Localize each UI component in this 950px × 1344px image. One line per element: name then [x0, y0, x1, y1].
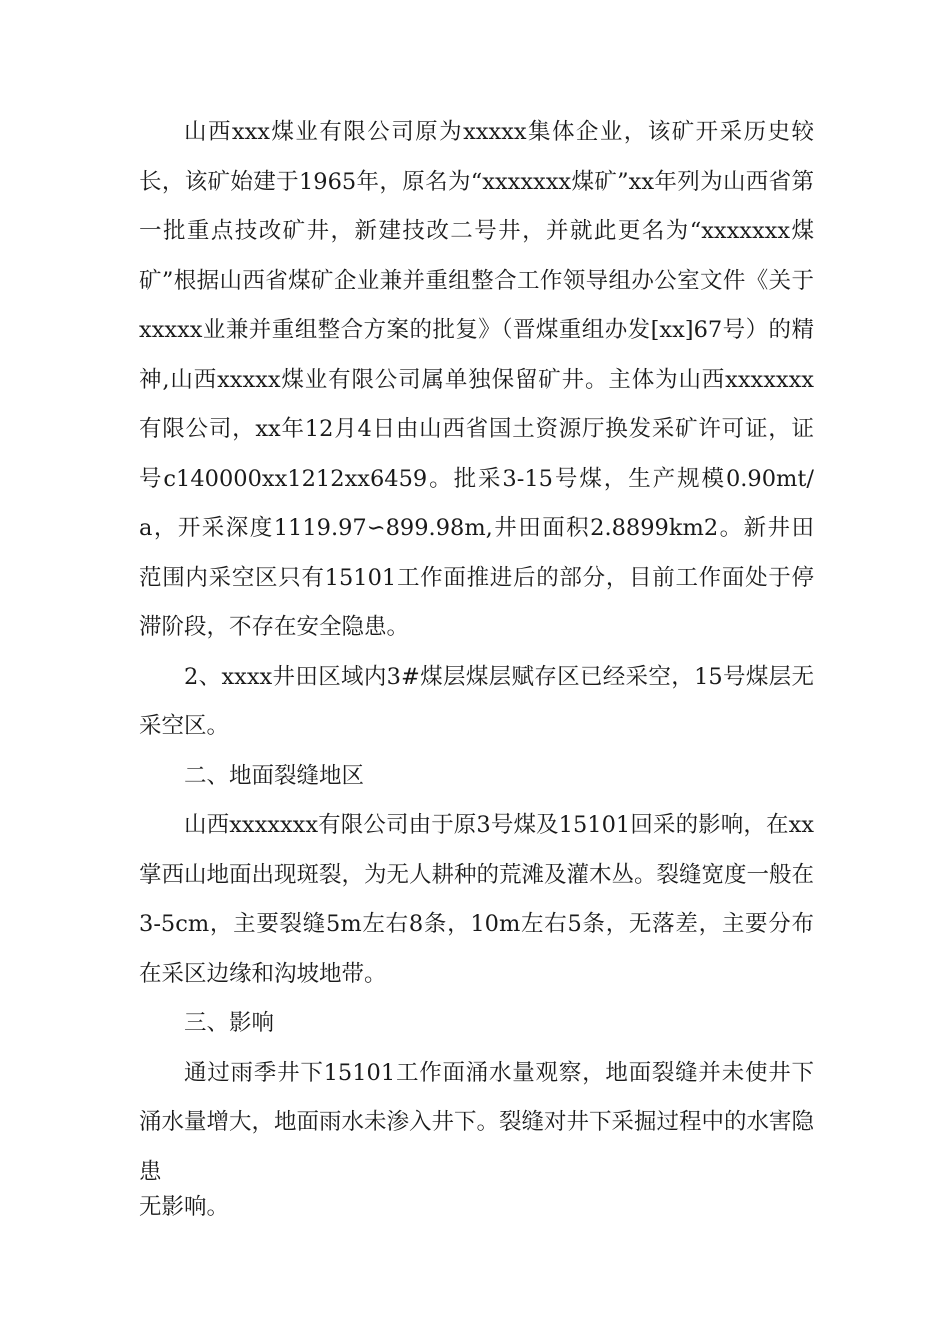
paragraph-goaf-area: 2、xxxx井田区域内3#煤层煤层赋存区已经采空，15号煤层无采空区。: [139, 663, 814, 739]
section-heading-ground-cracks: 二、地面裂缝地区: [184, 762, 365, 789]
section-heading-impact: 三、影响: [184, 1010, 275, 1036]
document-body: [139, 108, 814, 1224]
paragraph-ground-cracks: 山西xxxxxxx有限公司由于原3号煤及15101回采的影响，在xx掌西山地面出现斑裂，为无人耕种的荒滩及灌木丛。裂缝宽度一般在3-5cm，主要裂缝5m左右8条，10m左右5条，无落差，主要分布在采区边缘和沟坡地带。: [139, 812, 815, 987]
paragraph-impact: 通过雨季井下15101工作面涌水量观察，地面裂缝并未使井下涌水量增大，地面雨水未渗入井下。裂缝对井下采掘过程中的水害隐患: [139, 1059, 815, 1185]
paragraph-impact-continued: 无影响。: [139, 1194, 230, 1220]
paragraph-mine-overview: 山西xxx煤业有限公司原为xxxxx集体企业，该矿开采历史较长，该矿始建于1965年，原名为“xxxxxxx煤矿”xx年列为山西省第一批重点技改矿井，新建技改二号井，并就此更名为“xxxxxxx煤矿”根据山西省煤矿企业兼并重组整合工作领导组办公室文件《关于xxxxx业兼并重组整合方案的批复》（晋煤重组办发[xx]67号）的精神,山西xxxxx煤业有限公司属单独保留矿井。主体为山西xxxxxxx有限公司，xx年12月4日由山西省国土资源厅换发采矿许可证，证号c140000xx1212xx6459。批采3-15号煤，生产规模0.90mt/a，开采深度1119.97∽899.98m,井田面积2.8899km2。新井田范围内采空区只有15101工作面推进后的部分，目前工作面处于停滞阶段，不存在安全隐患。: [139, 119, 814, 640]
